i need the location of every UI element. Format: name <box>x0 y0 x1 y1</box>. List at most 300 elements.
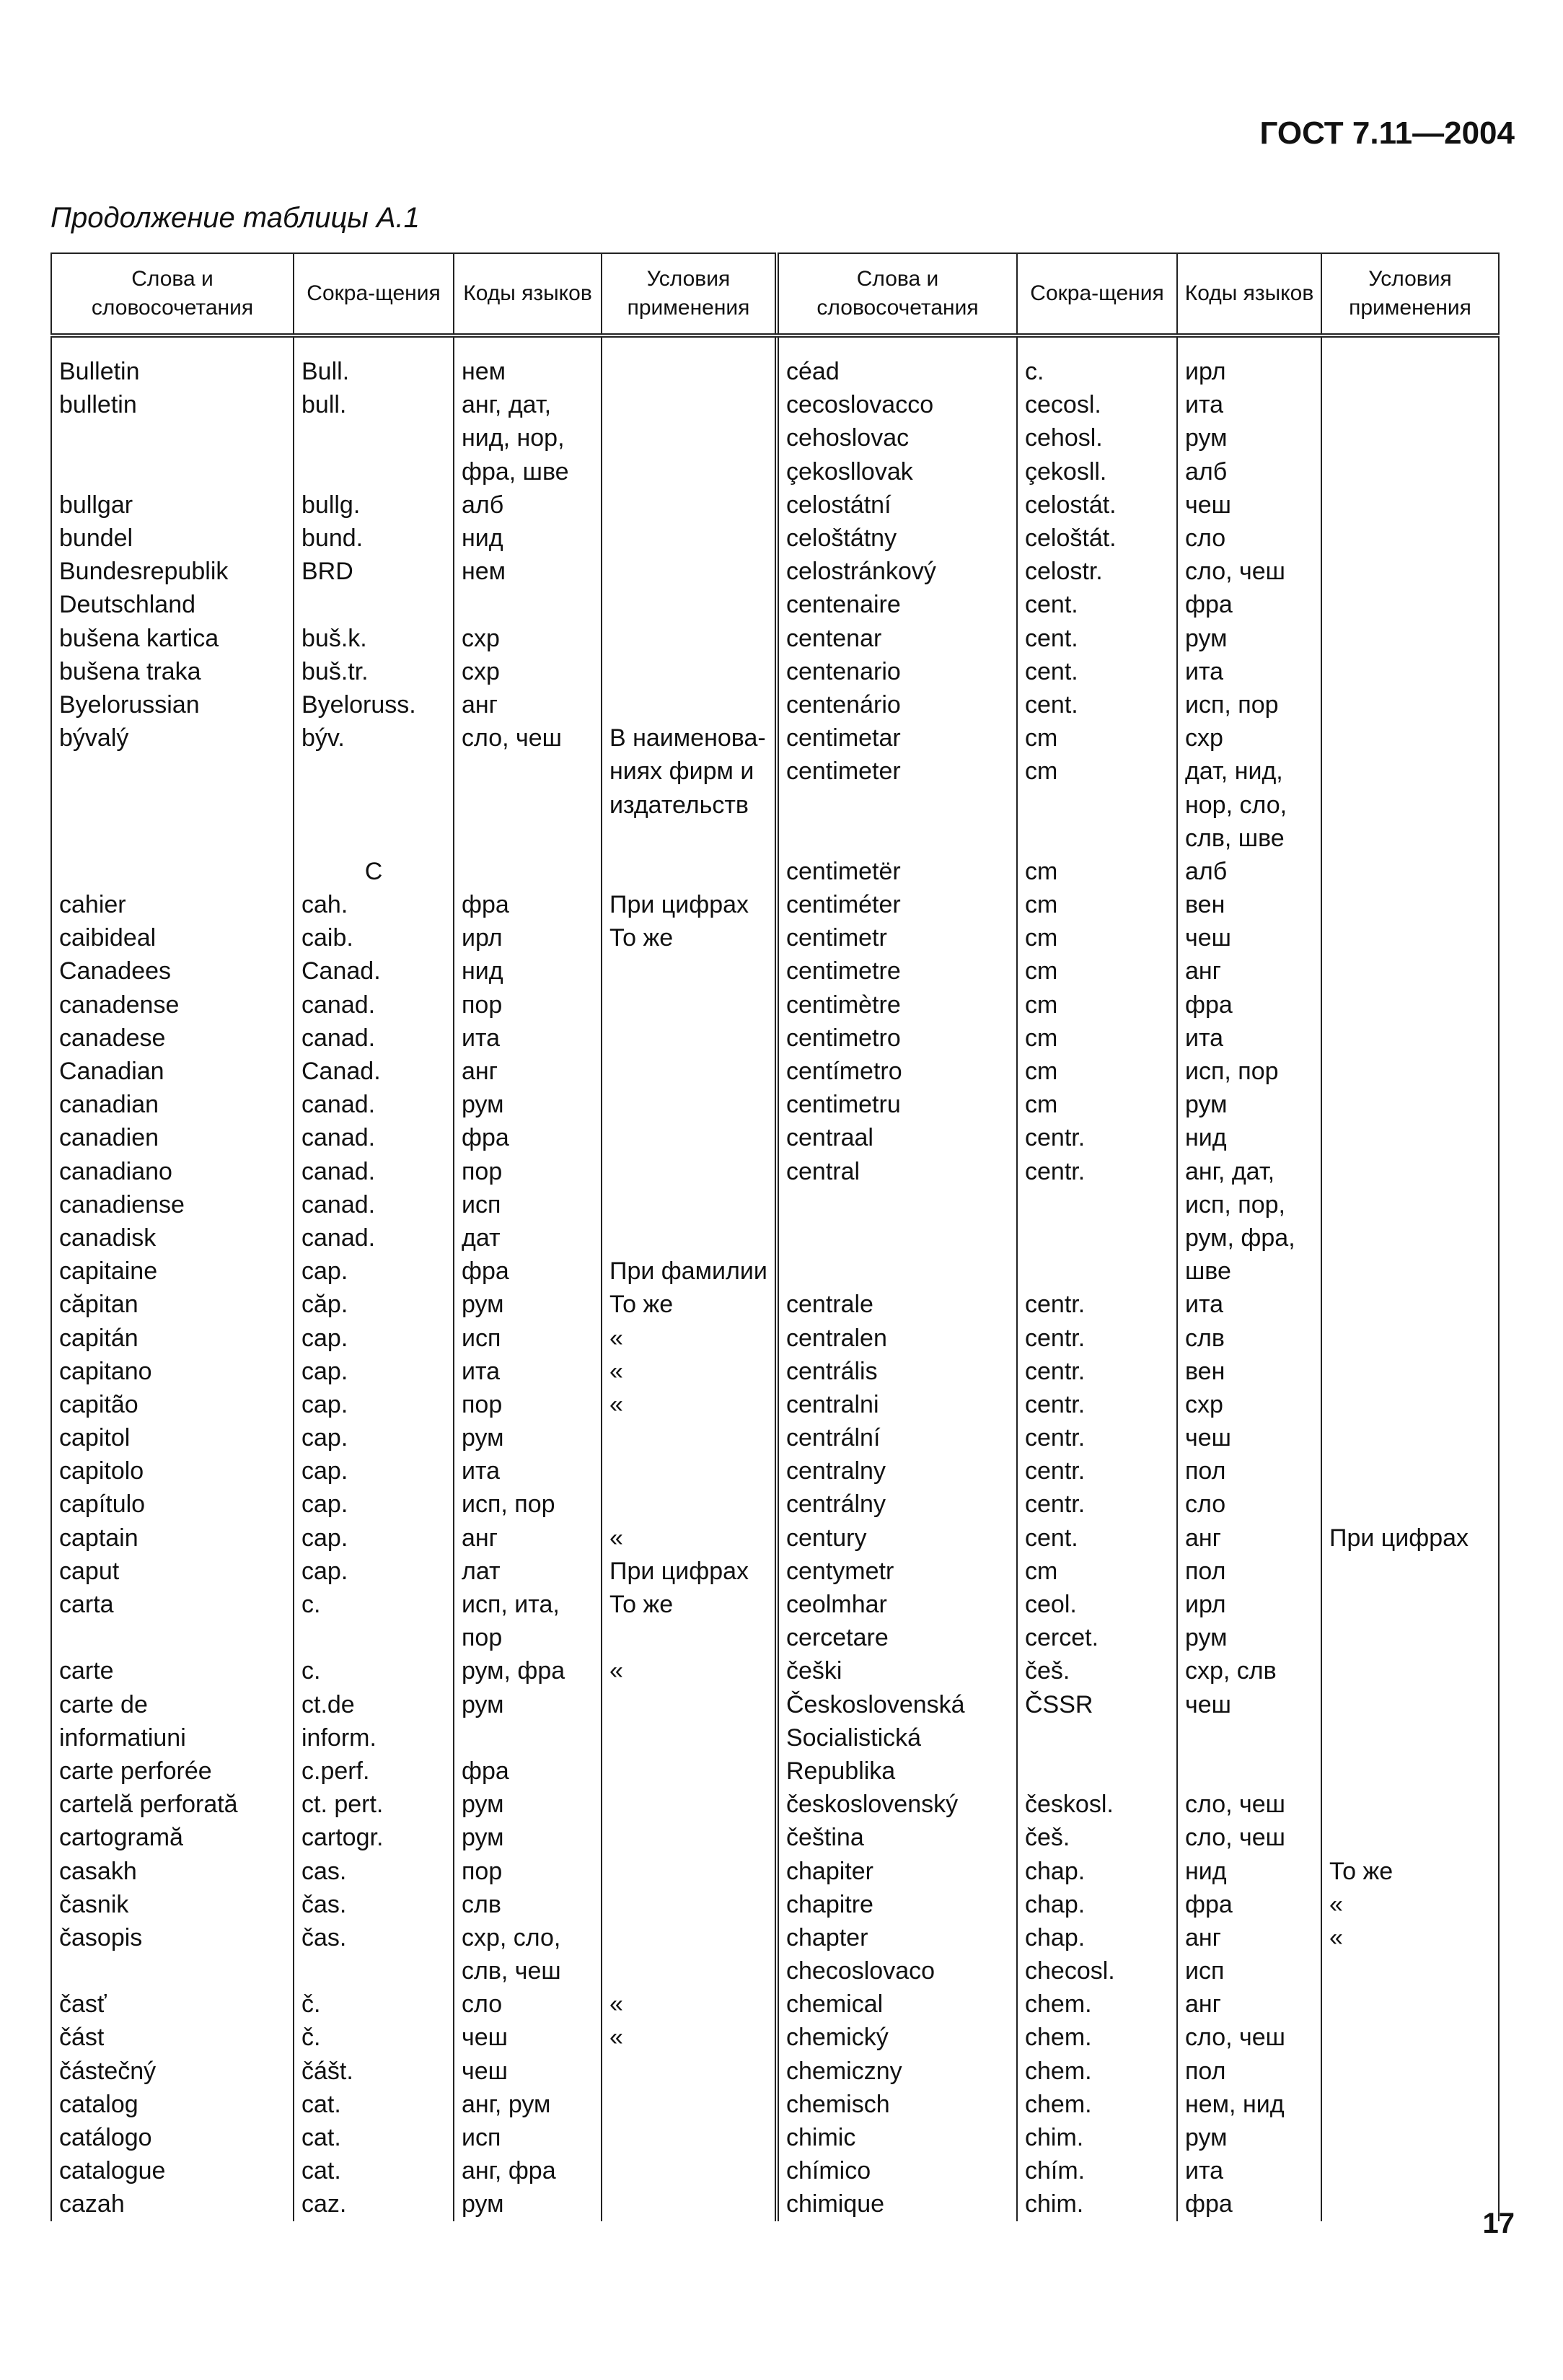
table-cell <box>602 954 777 988</box>
table-cell <box>602 421 777 455</box>
table-cell: centrale <box>777 1288 1017 1321</box>
table-cell: ита <box>1177 655 1321 688</box>
table-cell: captain <box>51 1521 294 1555</box>
table-cell <box>1321 1688 1499 1721</box>
table-cell <box>602 1155 777 1188</box>
table-cell: cap. <box>294 1388 454 1421</box>
table-cell: cm <box>1017 954 1177 988</box>
table-cell: cap. <box>294 1421 454 1454</box>
table-cell: « <box>602 1654 777 1687</box>
table-cell: centenaire <box>777 588 1017 621</box>
table-cell: слв <box>454 1888 602 1921</box>
table-cell: capitão <box>51 1388 294 1421</box>
table-cell: ирл <box>1177 1588 1321 1621</box>
table-cell: cap. <box>294 1255 454 1288</box>
table-cell: buš.k. <box>294 622 454 655</box>
table-cell: исп, ита, <box>454 1588 602 1621</box>
abbreviation-table <box>50 253 1500 2221</box>
table-cell: вен <box>1177 888 1321 921</box>
table-cell <box>602 522 777 555</box>
table-cell: анг, дат, <box>454 388 602 421</box>
table-cell <box>1321 888 1499 921</box>
table-cell: нем <box>454 355 602 388</box>
table-row <box>51 1854 1499 1887</box>
table-row <box>51 455 1499 488</box>
table-cell <box>1017 1188 1177 1221</box>
table-cell <box>294 1954 454 1988</box>
table-cell: « <box>602 1388 777 1421</box>
table-row <box>51 1588 1499 1621</box>
table-cell <box>1321 1288 1499 1321</box>
table-cell <box>1321 1188 1499 1221</box>
table-cell <box>51 822 294 855</box>
table-cell: cm <box>1017 888 1177 921</box>
table-cell: bušena traka <box>51 655 294 688</box>
table-cell: рум <box>1177 622 1321 655</box>
table-row <box>51 1022 1499 1055</box>
table-cell: рум <box>454 2187 602 2221</box>
table-cell <box>1321 1588 1499 1621</box>
table-cell <box>1321 1321 1499 1354</box>
table-cell: bullgar <box>51 488 294 522</box>
table-cell: « <box>602 2021 777 2054</box>
table-cell: centenário <box>777 688 1017 721</box>
table-cell: canad. <box>294 1188 454 1221</box>
table-cell: исп, пор, <box>1177 1188 1321 1221</box>
table-cell: carta <box>51 1588 294 1621</box>
table-cell: canadien <box>51 1121 294 1154</box>
table-cell: исп, пор <box>454 1488 602 1521</box>
table-cell: чеш <box>1177 921 1321 954</box>
table-cell <box>294 455 454 488</box>
table-cell <box>1321 421 1499 455</box>
table-cell <box>1321 488 1499 522</box>
table-cell <box>1321 954 1499 988</box>
table-cell: пол <box>1177 1454 1321 1488</box>
table-cell: анг <box>454 688 602 721</box>
table-row <box>51 1755 1499 1788</box>
table-cell: рум, фра, <box>1177 1221 1321 1255</box>
table-row <box>51 1555 1499 1588</box>
table-cell <box>602 2187 777 2221</box>
table-cell: cehoslovac <box>777 421 1017 455</box>
table-cell: исп, пор <box>1177 688 1321 721</box>
table-cell: část <box>51 2021 294 2054</box>
table-cell <box>602 555 777 588</box>
table-row <box>51 1821 1499 1854</box>
table-cell: časnik <box>51 1888 294 1921</box>
table-cell <box>602 1088 777 1121</box>
table-cell: carte perforée <box>51 1755 294 1788</box>
table-cell: То же <box>602 921 777 954</box>
table-row <box>51 788 1499 821</box>
table-cell: рум, фра <box>454 1654 602 1687</box>
table-cell: Bull. <box>294 355 454 388</box>
table-cell: c. <box>294 1654 454 1687</box>
table-row <box>51 755 1499 788</box>
table-cell: chemiczny <box>777 2055 1017 2088</box>
table-cell: chím. <box>1017 2154 1177 2187</box>
table-cell: cm <box>1017 755 1177 788</box>
table-cell: centimeter <box>777 755 1017 788</box>
table-cell: centralni <box>777 1388 1017 1421</box>
table-row <box>51 1388 1499 1421</box>
table-cell: býv. <box>294 721 454 755</box>
table-cell <box>1321 1155 1499 1188</box>
table-cell <box>1017 1755 1177 1788</box>
table-cell <box>294 588 454 621</box>
table-cell <box>602 2055 777 2088</box>
table-cell: centrálny <box>777 1488 1017 1521</box>
table-cell <box>1321 855 1499 888</box>
table-cell: ита <box>1177 2154 1321 2187</box>
table-cell <box>1321 2088 1499 2121</box>
table-cell: chem. <box>1017 2088 1177 2121</box>
table-cell <box>1321 788 1499 821</box>
table-cell: « <box>1321 1888 1499 1921</box>
table-cell: canad. <box>294 1155 454 1188</box>
table-cell: слв, чеш <box>454 1954 602 1988</box>
table-continuation-caption: Продолжение таблицы А.1 <box>50 202 420 234</box>
table-cell: bullg. <box>294 488 454 522</box>
table-cell: Canad. <box>294 954 454 988</box>
table-cell: Canadees <box>51 954 294 988</box>
table-cell: анг <box>454 1521 602 1555</box>
table-cell: анг, дат, <box>1177 1155 1321 1188</box>
table-cell: алб <box>1177 455 1321 488</box>
table-cell: ита <box>1177 388 1321 421</box>
table-cell: пор <box>454 1854 602 1887</box>
table-cell: слв, шве <box>1177 822 1321 855</box>
table-cell: cap. <box>294 1355 454 1388</box>
table-cell: В наименова- <box>602 721 777 755</box>
table-cell: нид <box>454 522 602 555</box>
table-row <box>51 1721 1499 1755</box>
table-cell: чеш <box>454 2055 602 2088</box>
table-row <box>51 655 1499 688</box>
table-cell: bušena kartica <box>51 622 294 655</box>
table-cell: ceol. <box>1017 1588 1177 1621</box>
table-cell: celostátní <box>777 488 1017 522</box>
table-cell <box>1177 1721 1321 1755</box>
table-cell: catalogue <box>51 2154 294 2187</box>
table-row <box>51 1321 1499 1354</box>
table-cell: centimetr <box>777 921 1017 954</box>
table-cell: č. <box>294 2021 454 2054</box>
table-cell: chem. <box>1017 2055 1177 2088</box>
table-cell: исп <box>1177 1954 1321 1988</box>
table-cell: То же <box>602 1288 777 1321</box>
table-cell: Canad. <box>294 1055 454 1088</box>
table-cell: нем <box>454 555 602 588</box>
table-cell <box>1321 1954 1499 1988</box>
table-cell: сло, чеш <box>1177 1788 1321 1821</box>
table-cell: chim. <box>1017 2187 1177 2221</box>
table-cell: пол <box>1177 1555 1321 1588</box>
table-cell <box>1321 588 1499 621</box>
table-cell: cent. <box>1017 622 1177 655</box>
table-cell: cat. <box>294 2088 454 2121</box>
table-cell: češ. <box>1017 1654 1177 1687</box>
table-cell: ČSSR <box>1017 1688 1177 1721</box>
table-row <box>51 822 1499 855</box>
table-cell <box>1321 822 1499 855</box>
table-cell: centrális <box>777 1355 1017 1388</box>
table-cell <box>1321 1721 1499 1755</box>
table-cell <box>1017 1255 1177 1288</box>
table-cell <box>1017 822 1177 855</box>
table-cell: carte de <box>51 1688 294 1721</box>
table-cell: анг <box>454 1055 602 1088</box>
table-cell <box>602 1221 777 1255</box>
table-cell: исп, пор <box>1177 1055 1321 1088</box>
table-cell: cent. <box>1017 1521 1177 1555</box>
table-cell: фра <box>454 1255 602 1288</box>
table-cell <box>602 988 777 1022</box>
table-cell: capitán <box>51 1321 294 1354</box>
table-cell: cent. <box>1017 655 1177 688</box>
table-row <box>51 1788 1499 1821</box>
table-cell: ceolmhar <box>777 1588 1017 1621</box>
table-row <box>51 1921 1499 1954</box>
table-cell <box>602 388 777 421</box>
table-cell <box>1321 988 1499 1022</box>
table-cell: cercetare <box>777 1621 1017 1654</box>
table-row <box>51 921 1499 954</box>
table-cell: chapiter <box>777 1854 1017 1887</box>
table-cell: ирл <box>1177 355 1321 388</box>
table-cell: centiméter <box>777 888 1017 921</box>
table-cell: bývalý <box>51 721 294 755</box>
table-cell: исп <box>454 1188 602 1221</box>
table-cell: čas. <box>294 1921 454 1954</box>
table-cell: слв <box>1177 1321 1321 1354</box>
table-cell <box>454 855 602 888</box>
table-cell: chemický <box>777 2021 1017 2054</box>
table-cell: рум <box>454 1821 602 1854</box>
table-row <box>51 421 1499 455</box>
table-cell: cent. <box>1017 588 1177 621</box>
table-row <box>51 1288 1499 1321</box>
table-cell: cent. <box>1017 688 1177 721</box>
table-cell: нор, сло, <box>1177 788 1321 821</box>
table-row <box>51 622 1499 655</box>
table-cell <box>51 788 294 821</box>
table-row <box>51 1888 1499 1921</box>
table-cell: Bundesrepublik <box>51 555 294 588</box>
table-row <box>51 1521 1499 1555</box>
table-cell <box>1321 1221 1499 1255</box>
table-cell: caz. <box>294 2187 454 2221</box>
table-cell: chim. <box>1017 2121 1177 2154</box>
table-header-row <box>51 253 1499 335</box>
table-cell: centr. <box>1017 1355 1177 1388</box>
table-cell: centímetro <box>777 1055 1017 1088</box>
table-cell <box>777 822 1017 855</box>
table-row <box>51 2187 1499 2221</box>
table-cell <box>1321 2055 1499 2088</box>
table-cell: canad. <box>294 1221 454 1255</box>
table-cell: ct. pert. <box>294 1788 454 1821</box>
table-cell: cm <box>1017 1555 1177 1588</box>
table-cell: рум <box>454 1421 602 1454</box>
table-cell: canad. <box>294 1088 454 1121</box>
table-cell: cm <box>1017 1022 1177 1055</box>
table-cell: canadian <box>51 1088 294 1121</box>
table-cell: « <box>602 1521 777 1555</box>
table-cell: capitolo <box>51 1454 294 1488</box>
table-cell <box>1321 1421 1499 1454</box>
table-cell: checoslovaco <box>777 1954 1017 1988</box>
table-cell: canad. <box>294 1121 454 1154</box>
table-cell <box>602 588 777 621</box>
table-cell: фра <box>454 888 602 921</box>
table-cell: canadense <box>51 988 294 1022</box>
table-cell: bundel <box>51 522 294 555</box>
table-cell: centenario <box>777 655 1017 688</box>
table-cell: chap. <box>1017 1888 1177 1921</box>
table-cell: cap. <box>294 1555 454 1588</box>
table-cell: celoštát. <box>1017 522 1177 555</box>
table-cell: canad. <box>294 1022 454 1055</box>
table-row <box>51 488 1499 522</box>
table-cell: Československá <box>777 1688 1017 1721</box>
table-cell: cartogr. <box>294 1821 454 1854</box>
table-cell: сло, чеш <box>1177 555 1321 588</box>
table-cell: centimetre <box>777 954 1017 988</box>
table-cell <box>1321 1022 1499 1055</box>
table-cell <box>294 1621 454 1654</box>
table-cell: češ. <box>1017 1821 1177 1854</box>
table-cell <box>1321 1788 1499 1821</box>
table-cell: рум <box>1177 2121 1321 2154</box>
table-cell: çekosll. <box>1017 455 1177 488</box>
table-cell: cecoslovacco <box>777 388 1017 421</box>
table-cell <box>602 822 777 855</box>
table-cell <box>602 1022 777 1055</box>
table-cell: centralen <box>777 1321 1017 1354</box>
table-row <box>51 1155 1499 1188</box>
table-row <box>51 1088 1499 1121</box>
table-row <box>51 1055 1499 1088</box>
table-cell: фра <box>454 1121 602 1154</box>
table-cell: canadiano <box>51 1155 294 1188</box>
table-cell: Canadian <box>51 1055 294 1088</box>
table-cell <box>454 755 602 788</box>
table-cell: схр <box>454 655 602 688</box>
table-cell: ct.de <box>294 1688 454 1721</box>
table-cell: čas. <box>294 1888 454 1921</box>
table-cell: То же <box>602 1588 777 1621</box>
table-cell: centymetr <box>777 1555 1017 1588</box>
table-cell: canadisk <box>51 1221 294 1255</box>
table-cell <box>51 855 294 888</box>
table-row <box>51 588 1499 621</box>
table-cell: cazah <box>51 2187 294 2221</box>
table-row <box>51 2055 1499 2088</box>
table-cell <box>602 488 777 522</box>
table-cell <box>602 688 777 721</box>
table-cell: пор <box>454 1388 602 1421</box>
table-cell: cah. <box>294 888 454 921</box>
table-cell: chem. <box>1017 1988 1177 2021</box>
table-cell: chap. <box>1017 1921 1177 1954</box>
header-spacer-row <box>51 335 1499 355</box>
table-cell <box>1321 688 1499 721</box>
table-cell: BRD <box>294 555 454 588</box>
table-cell: сло <box>1177 522 1321 555</box>
table-cell: chimic <box>777 2121 1017 2154</box>
table-cell <box>1321 2154 1499 2187</box>
table-cell: capítulo <box>51 1488 294 1521</box>
table-cell: сло, чеш <box>454 721 602 755</box>
table-row <box>51 1621 1499 1654</box>
table-row <box>51 1488 1499 1521</box>
table-cell <box>602 1854 777 1887</box>
table-cell <box>1177 1755 1321 1788</box>
table-cell <box>1321 455 1499 488</box>
table-cell <box>1321 755 1499 788</box>
table-cell: ита <box>1177 1022 1321 1055</box>
column-header: Сокра-щения <box>294 253 454 335</box>
table-cell: нем, нид <box>1177 2088 1321 2121</box>
table-cell <box>602 2088 777 2121</box>
table-cell: фра <box>1177 1888 1321 1921</box>
table-cell <box>51 1954 294 1988</box>
column-header: Коды языков <box>1177 253 1321 335</box>
table-cell <box>777 1221 1017 1255</box>
table-cell: canadiense <box>51 1188 294 1221</box>
table-cell: сло <box>454 1988 602 2021</box>
table-cell: рум <box>454 1788 602 1821</box>
table-cell: лат <box>454 1555 602 1588</box>
table-cell: căpitan <box>51 1288 294 1321</box>
table-cell <box>602 1055 777 1088</box>
table-cell <box>1321 721 1499 755</box>
table-cell: capitol <box>51 1421 294 1454</box>
table-cell: анг <box>1177 1921 1321 1954</box>
table-row <box>51 1355 1499 1388</box>
table-row <box>51 2088 1499 2121</box>
table-cell <box>454 588 602 621</box>
table-row <box>51 2154 1499 2187</box>
standard-designation: ГОСТ 7.11—2004 <box>1259 115 1515 151</box>
table-cell <box>602 1421 777 1454</box>
table-cell: схр, сло, <box>454 1921 602 1954</box>
table-cell: анг <box>1177 1988 1321 2021</box>
table-cell <box>602 2121 777 2154</box>
table-cell <box>602 1688 777 1721</box>
table-cell: československý <box>777 1788 1017 1821</box>
table-cell: При цифрах <box>602 1555 777 1588</box>
table-cell: centraal <box>777 1121 1017 1154</box>
table-cell: ирл <box>454 921 602 954</box>
table-cell: ниях фирм и <box>602 755 777 788</box>
table-cell: centralny <box>777 1454 1017 1488</box>
table-cell: сло, чеш <box>1177 2021 1321 2054</box>
table-cell <box>602 1755 777 1788</box>
table-cell <box>1321 1355 1499 1388</box>
table-cell <box>454 1721 602 1755</box>
table-cell: пор <box>454 1621 602 1654</box>
table-cell <box>1321 1555 1499 1588</box>
table-cell <box>294 421 454 455</box>
table-cell: исп <box>454 2121 602 2154</box>
table-cell: bund. <box>294 522 454 555</box>
table-cell: нид <box>454 954 602 988</box>
table-cell: рум <box>454 1288 602 1321</box>
table-cell: centr. <box>1017 1488 1177 1521</box>
